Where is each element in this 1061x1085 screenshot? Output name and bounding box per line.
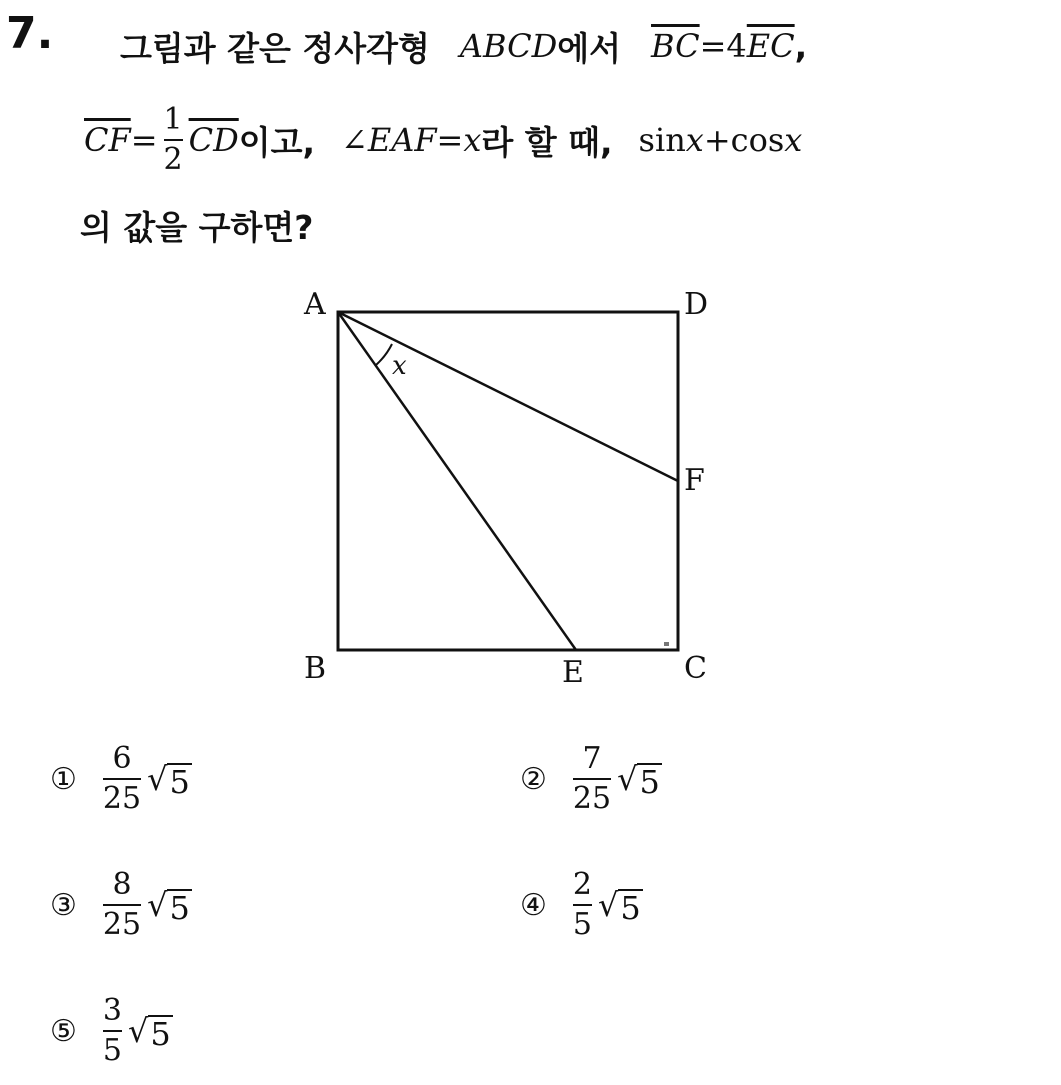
radicand: 5 <box>169 889 190 927</box>
radicand: 5 <box>169 763 190 801</box>
fraction-denominator: 5 <box>102 1033 122 1068</box>
radicand: 5 <box>639 763 660 801</box>
fraction-denominator: 5 <box>572 907 592 942</box>
segment-af <box>338 312 678 481</box>
choice-marker: ④ <box>520 887 547 923</box>
question-line-2 <box>84 98 802 182</box>
question-line-3 <box>80 200 313 250</box>
segment-bc: $\overline{BC}$ <box>651 27 700 65</box>
choice-marker: ② <box>520 761 547 797</box>
choice-fraction <box>573 866 592 944</box>
point-label-f: F <box>684 463 705 498</box>
choice-1[interactable] <box>50 740 192 818</box>
fraction-numerator: 1 <box>163 102 183 137</box>
choice-fraction <box>103 740 141 818</box>
segment-ae <box>338 312 576 650</box>
cos-function: cos <box>730 121 785 159</box>
fraction-denominator: 25 <box>102 907 142 942</box>
angle-label: x <box>392 351 407 381</box>
square-root: √ 5 <box>598 886 641 927</box>
choice-marker: ③ <box>50 887 77 923</box>
choice-fraction <box>103 992 122 1070</box>
segment-cf: $\overline{CF}$ <box>84 121 131 159</box>
radicand: 5 <box>620 889 641 927</box>
fraction-numerator: 2 <box>572 867 592 902</box>
angle-arc <box>376 344 392 365</box>
fraction-numerator: 8 <box>112 867 132 902</box>
square-diagram <box>0 270 1061 690</box>
fraction-denominator: 25 <box>102 781 142 816</box>
choice-3[interactable] <box>50 866 192 944</box>
square-root: √ 5 <box>147 886 190 927</box>
question-text: 라 할 때, <box>481 122 613 162</box>
choice-marker: ① <box>50 761 77 797</box>
choice-fraction <box>103 866 141 944</box>
angle-name: EAF <box>367 121 437 159</box>
variable-x: x <box>685 121 704 159</box>
square-name: ABCD <box>459 27 558 65</box>
fraction-denominator: 25 <box>572 781 612 816</box>
equals-sign: = <box>436 121 464 159</box>
plus-sign: + <box>703 121 731 159</box>
equals-sign: = <box>130 121 158 159</box>
vertex-label-b: B <box>304 651 327 686</box>
square-root: √ 5 <box>147 760 190 801</box>
fraction-numerator: 7 <box>582 741 602 776</box>
radicand: 5 <box>150 1015 171 1053</box>
question-text: 이고, <box>238 122 316 162</box>
fraction-numerator: 6 <box>112 741 132 776</box>
coefficient: 4 <box>726 27 747 65</box>
segment-ec: $\overline{EC}$ <box>746 27 795 65</box>
angle-symbol: ∠ <box>341 121 368 159</box>
choice-fraction <box>573 740 611 818</box>
question-number: 7. <box>6 8 54 59</box>
equals-sign: = <box>699 27 727 65</box>
question-text: 에서 <box>557 28 622 68</box>
question-line-1 <box>120 18 807 74</box>
question-text: 그림과 같은 정사각형 <box>120 28 430 68</box>
choice-4[interactable] <box>520 866 643 944</box>
vertex-label-d: D <box>684 287 709 322</box>
segment-cd: $\overline{CD}$ <box>188 121 239 159</box>
choice-marker: ⑤ <box>50 1013 77 1049</box>
question-text: 의 값을 구하면? <box>80 207 314 247</box>
fraction-numerator: 3 <box>102 993 122 1028</box>
square-abcd <box>338 312 678 650</box>
fraction-denominator: 2 <box>163 142 183 177</box>
vertex-label-c: C <box>684 651 707 686</box>
vertex-label-a: A <box>304 287 326 322</box>
sin-function: sin <box>638 121 686 159</box>
square-root: √ 5 <box>617 760 660 801</box>
variable-x: x <box>463 121 482 159</box>
square-root: √ 5 <box>128 1012 171 1053</box>
comma: , <box>794 26 808 66</box>
choice-2[interactable] <box>520 740 662 818</box>
choice-5[interactable] <box>50 992 173 1070</box>
fraction-half <box>164 101 183 179</box>
corner-mark <box>664 642 669 646</box>
point-label-e: E <box>562 655 584 690</box>
variable-x: x <box>784 121 803 159</box>
